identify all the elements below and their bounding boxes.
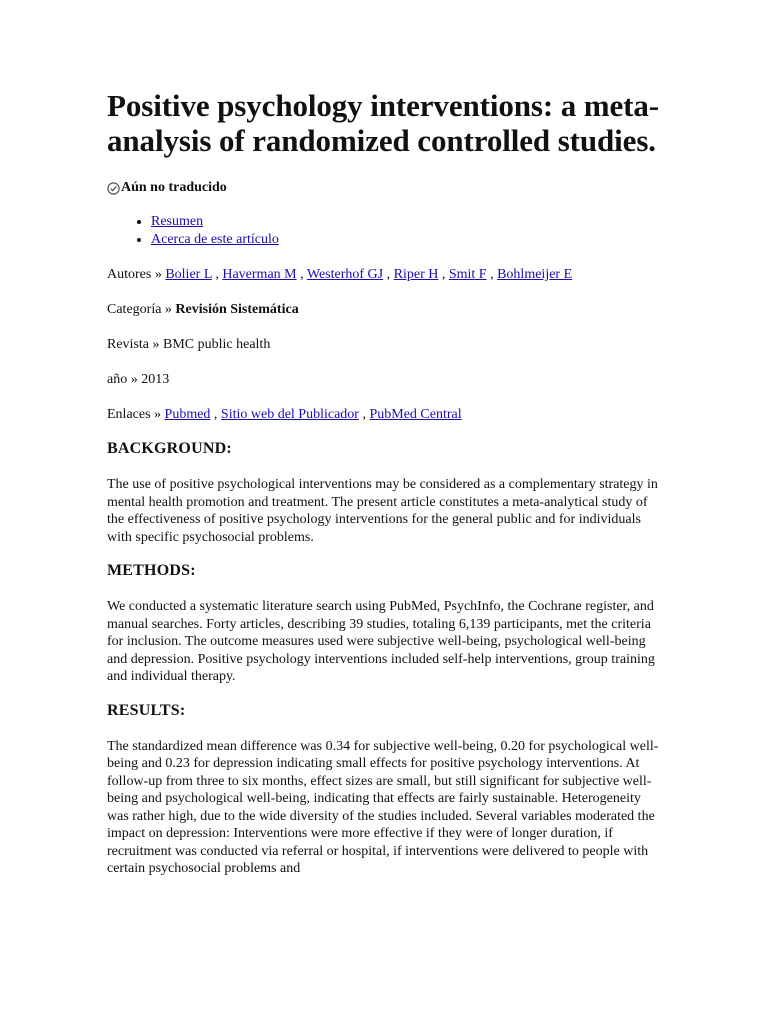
journal-row: [107, 336, 668, 354]
link-separator: ,: [213, 407, 218, 422]
year-value: 2013: [141, 372, 170, 387]
translation-status: [107, 180, 668, 196]
results-heading: RESULTS:: [107, 701, 186, 719]
year-row: [107, 371, 668, 389]
check-circle-icon: [107, 182, 120, 195]
author-separator: ,: [386, 267, 391, 282]
tab-summary-link[interactable]: Resumen: [151, 214, 204, 229]
methods-text: We conducted a systematic literature search using PubMed, PsychInfo, the Cochrane register, and manual searches. Forty articles, describing 39 studies, totaling 6,139 participants, met the criteria for inclusion. The outcome measures used were subjective well-being, psychological well-being and depression. Positive psychology interventions included self-help interventions, group training and individual therapy.: [107, 599, 655, 684]
category-value: Revisión Sistemática: [175, 302, 299, 317]
author-link[interactable]: Westerhof GJ: [306, 267, 384, 282]
category-row: [107, 301, 668, 319]
author-separator: ,: [300, 267, 304, 282]
link-separator: ,: [362, 407, 366, 422]
links-row: [107, 406, 668, 424]
background-heading: BACKGROUND:: [107, 440, 232, 457]
year-label: año »: [107, 372, 138, 387]
author-link[interactable]: Riper H: [393, 267, 439, 282]
authors-label: Autores »: [107, 267, 162, 282]
translation-status-label: Aún no traducido: [121, 180, 227, 195]
tab-about: [151, 231, 668, 249]
article-title: Positive psychology interventions: a meta-analysis of randomized controlled studies.: [107, 88, 660, 158]
author-separator: ,: [441, 267, 446, 282]
journal-label: Revista »: [107, 337, 160, 352]
background-text: The use of positive psychological interventions may be considered as a complementary strategy in mental health promotion and treatment. The present article constitutes a meta-analytical study of the effectiveness of positive psychology interventions for the general public and for individuals with specific psychosocial problems.: [107, 477, 658, 545]
article-tabs: [107, 213, 668, 249]
author-link[interactable]: Smit F: [448, 267, 487, 282]
links-label: Enlaces »: [107, 407, 162, 422]
pubmed-link[interactable]: Pubmed: [164, 407, 211, 422]
methods-heading: METHODS:: [107, 562, 196, 579]
author-link[interactable]: Bohlmeijer E: [497, 267, 573, 282]
tab-about-link[interactable]: Acerca de este artículo: [151, 232, 279, 247]
publisher-link[interactable]: Sitio web del Publicador: [220, 407, 359, 422]
journal-value: BMC public health: [163, 337, 271, 352]
pubmed-central-link[interactable]: PubMed Central: [369, 407, 462, 422]
category-label: Categoría »: [107, 302, 172, 317]
authors-row: [107, 266, 668, 284]
author-separator: ,: [490, 267, 494, 282]
tab-summary: [151, 213, 668, 231]
author-separator: ,: [215, 267, 219, 282]
results-text: The standardized mean difference was 0.34 for subjective well-being, 0.20 for psychological well-being and 0.23 for depression indicating small effects for positive psychology interventions. At follow-up from three to six months, effect sizes are small, but still significant for subjective well-being and psychological well-being, indicating that effects are fairly sustainable. Heterogeneity was rather high, due to the wide diversity of the studies included. Several variables moderated the impact on depression: Interventions were more effective if they were of longer duration, if recruitment was conducted via referral or hospital, if interventions were delivered to people with certain psychosocial problems and: [107, 738, 659, 876]
author-link[interactable]: Haverman M: [222, 267, 297, 282]
author-link[interactable]: Bolier L: [165, 267, 212, 282]
